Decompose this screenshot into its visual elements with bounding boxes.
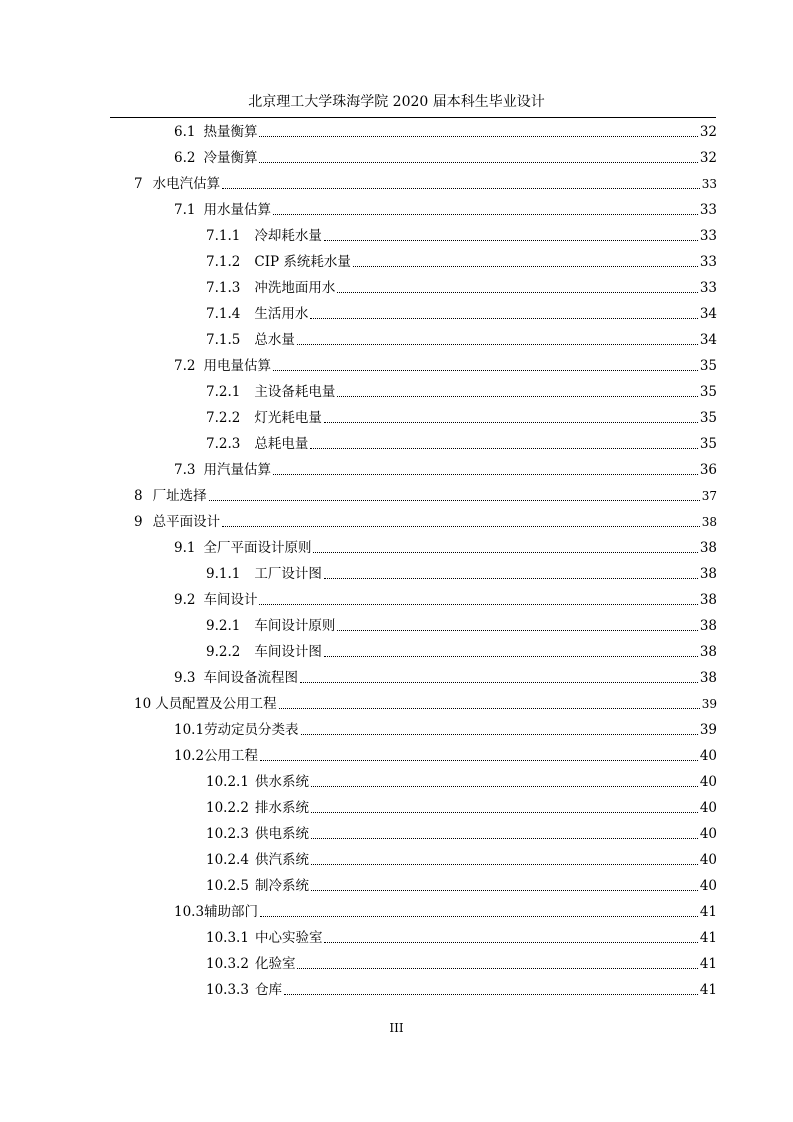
toc-entry[interactable] bbox=[134, 694, 717, 714]
toc-dot-leader bbox=[324, 239, 698, 241]
toc-dot-leader bbox=[324, 421, 698, 423]
toc-dot-leader bbox=[324, 655, 698, 657]
toc-dot-leader bbox=[273, 473, 698, 475]
toc-entry-number: 10.2 bbox=[174, 748, 205, 764]
toc-entry-page: 41 bbox=[699, 982, 717, 998]
toc-entry-label: 车间设计原则 bbox=[254, 618, 336, 634]
toc-entry[interactable] bbox=[134, 174, 717, 194]
toc-entry-label: 中心实验室 bbox=[254, 930, 323, 946]
toc-dot-leader bbox=[222, 187, 700, 189]
toc-entry[interactable] bbox=[134, 486, 717, 506]
toc-dot-leader bbox=[209, 499, 700, 501]
toc-entry-page: 37 bbox=[701, 489, 717, 503]
toc-dot-leader bbox=[300, 681, 698, 683]
toc-entry-number: 9 bbox=[134, 514, 143, 530]
toc-entry-label: 全厂平面设计原则 bbox=[203, 540, 312, 556]
toc-entry-number: 8 bbox=[134, 488, 143, 504]
toc-entry-number: 10.3.1 bbox=[206, 930, 249, 946]
toc-entry[interactable] bbox=[174, 720, 717, 740]
toc-entry[interactable] bbox=[174, 356, 717, 376]
toc-dot-leader bbox=[310, 317, 697, 319]
toc-entry[interactable] bbox=[206, 564, 717, 584]
toc-dot-leader bbox=[273, 213, 698, 215]
toc-entry-page: 40 bbox=[699, 878, 717, 894]
toc-dot-leader bbox=[297, 967, 697, 969]
toc-entry[interactable] bbox=[206, 980, 717, 1000]
toc-entry-number: 10.3.3 bbox=[206, 982, 249, 998]
toc-entry-page: 38 bbox=[699, 644, 717, 660]
toc-dot-leader bbox=[311, 811, 698, 813]
toc-entry-number: 9.3 bbox=[174, 670, 196, 686]
toc-entry-page: 35 bbox=[699, 410, 717, 426]
toc-entry[interactable] bbox=[206, 226, 717, 246]
toc-dot-leader bbox=[284, 993, 698, 995]
toc-dot-leader bbox=[311, 837, 698, 839]
footer-page-number: III bbox=[389, 1021, 404, 1035]
toc-entry-label: 水电汽估算 bbox=[152, 176, 221, 192]
toc-entry-number: 10.2.1 bbox=[206, 774, 249, 790]
toc-entry[interactable] bbox=[206, 408, 717, 428]
toc-entry-number: 7.2 bbox=[174, 358, 196, 374]
running-header-title: 北京理工大学珠海学院 2020 届本科生毕业设计 bbox=[248, 94, 545, 110]
toc-entry-label: 辅助部门 bbox=[204, 904, 259, 920]
toc-entry-page: 35 bbox=[699, 384, 717, 400]
toc-entry-label: 热量衡算 bbox=[203, 124, 258, 140]
toc-entry[interactable] bbox=[174, 122, 717, 142]
toc-dot-leader bbox=[324, 577, 698, 579]
toc-dot-leader bbox=[337, 291, 697, 293]
toc-entry[interactable] bbox=[206, 278, 717, 298]
toc-entry-number: 10 bbox=[134, 696, 152, 712]
toc-entry-number: 7.1.2 bbox=[206, 254, 241, 270]
toc-entry[interactable] bbox=[206, 928, 717, 948]
toc-entry-page: 38 bbox=[699, 618, 717, 634]
toc-dot-leader bbox=[310, 447, 697, 449]
toc-entry[interactable] bbox=[206, 876, 717, 896]
toc-entry-page: 40 bbox=[699, 774, 717, 790]
toc-entry-page: 35 bbox=[699, 358, 717, 374]
toc-entry-number: 10.2.4 bbox=[206, 852, 249, 868]
toc-entry-label: 用水量估算 bbox=[203, 202, 271, 218]
toc-dot-leader bbox=[301, 733, 698, 735]
toc-entry-number: 9.2 bbox=[174, 592, 196, 608]
toc-entry-page: 40 bbox=[699, 826, 717, 842]
toc-entry-page: 36 bbox=[699, 462, 717, 478]
toc-dot-leader bbox=[259, 161, 697, 163]
toc-dot-leader bbox=[259, 603, 697, 605]
toc-entry-number: 7.1.5 bbox=[206, 332, 241, 348]
toc-entry-number: 7.2.1 bbox=[206, 384, 241, 400]
toc-entry[interactable] bbox=[206, 954, 717, 974]
toc-dot-leader bbox=[337, 395, 697, 397]
toc-entry-page: 33 bbox=[699, 254, 717, 270]
toc-entry[interactable] bbox=[174, 200, 717, 220]
toc-entry-label: CIP 系统耗水量 bbox=[254, 254, 351, 270]
toc-entry[interactable] bbox=[174, 460, 717, 480]
toc-entry-number: 10.1 bbox=[174, 722, 205, 738]
toc-entry-page: 38 bbox=[699, 540, 717, 556]
toc-entry-page: 38 bbox=[699, 592, 717, 608]
toc-entry-label: 灯光耗电量 bbox=[254, 410, 322, 426]
toc-entry[interactable] bbox=[206, 434, 717, 454]
toc-dot-leader bbox=[337, 629, 697, 631]
toc-dot-leader bbox=[324, 941, 697, 943]
toc-entry-label: 用电量估算 bbox=[203, 358, 271, 374]
toc-entry-label: 冷量衡算 bbox=[203, 150, 258, 166]
toc-entry-page: 33 bbox=[699, 202, 717, 218]
toc-entry-label: 车间设计图 bbox=[254, 644, 322, 660]
toc-entry-label: 排水系统 bbox=[254, 800, 309, 816]
toc-entry-number: 10.2.3 bbox=[206, 826, 249, 842]
toc-entry-page: 38 bbox=[701, 515, 717, 529]
toc-entry-page: 35 bbox=[699, 436, 717, 452]
toc-entry-number: 7.2.2 bbox=[206, 410, 241, 426]
toc-entry-number: 7.1.4 bbox=[206, 306, 241, 322]
toc-entry-number: 10.3.2 bbox=[206, 956, 249, 972]
toc-entry[interactable] bbox=[206, 850, 717, 870]
toc-entry[interactable] bbox=[206, 642, 717, 662]
toc-entry[interactable] bbox=[206, 330, 717, 350]
toc-entry[interactable] bbox=[206, 616, 717, 636]
toc-entry-page: 38 bbox=[699, 566, 717, 582]
toc-entry-label: 供汽系统 bbox=[254, 852, 309, 868]
toc-entry[interactable] bbox=[206, 798, 717, 818]
toc-entry-label: 车间设计 bbox=[203, 592, 258, 608]
toc-entry-label: 冲洗地面用水 bbox=[254, 280, 336, 296]
toc-entry-page: 34 bbox=[699, 332, 717, 348]
toc-entry-page: 33 bbox=[699, 228, 717, 244]
toc-entry-number: 6.2 bbox=[174, 150, 196, 166]
toc-dot-leader bbox=[311, 863, 698, 865]
toc-entry-number: 7.2.3 bbox=[206, 436, 241, 452]
toc-entry-label: 供水系统 bbox=[254, 774, 309, 790]
toc-entry-number: 10.2.5 bbox=[206, 878, 249, 894]
toc-entry-page: 39 bbox=[701, 697, 717, 711]
toc-entry-page: 40 bbox=[699, 800, 717, 816]
toc-entry[interactable] bbox=[206, 252, 717, 272]
toc-dot-leader bbox=[259, 135, 697, 137]
toc-entry-label: 人员配置及公用工程 bbox=[155, 696, 277, 712]
toc-dot-leader bbox=[297, 343, 698, 345]
toc-entry-number: 7.1.3 bbox=[206, 280, 241, 296]
toc-entry-number: 9.2.1 bbox=[206, 618, 241, 634]
toc-entry[interactable] bbox=[206, 824, 717, 844]
toc-entry-label: 厂址选择 bbox=[152, 488, 207, 504]
toc-entry[interactable] bbox=[174, 668, 717, 688]
toc-entry-number: 7.1.1 bbox=[206, 228, 241, 244]
toc-entry-number: 7.3 bbox=[174, 462, 196, 478]
toc-entry-number: 10.3 bbox=[174, 904, 205, 920]
toc-entry-page: 38 bbox=[699, 670, 717, 686]
toc-entry-page: 40 bbox=[699, 748, 717, 764]
toc-entry-page: 32 bbox=[699, 124, 717, 140]
toc-entry-label: 劳动定员分类表 bbox=[204, 722, 299, 738]
toc-entry-page: 41 bbox=[699, 956, 717, 972]
toc-entry-label: 车间设备流程图 bbox=[203, 670, 298, 686]
toc-dot-leader bbox=[353, 265, 698, 267]
toc-entry-page: 34 bbox=[699, 306, 717, 322]
toc-entry-number: 9.1 bbox=[174, 540, 196, 556]
toc-entry-page: 33 bbox=[701, 177, 717, 191]
toc-entry-page: 32 bbox=[699, 150, 717, 166]
toc-entry-number: 7.1 bbox=[174, 202, 196, 218]
toc-dot-leader bbox=[313, 551, 697, 553]
toc-entry[interactable] bbox=[206, 304, 717, 324]
toc-entry-label: 冷却耗水量 bbox=[254, 228, 322, 244]
toc-dot-leader bbox=[311, 785, 698, 787]
toc-entry-label: 制冷系统 bbox=[254, 878, 309, 894]
toc-entry[interactable] bbox=[174, 590, 717, 610]
toc-dot-leader bbox=[273, 369, 698, 371]
toc-entry-number: 7 bbox=[134, 176, 143, 192]
toc-entry-label: 供电系统 bbox=[254, 826, 309, 842]
toc-entry-page: 41 bbox=[699, 930, 717, 946]
toc-entry-label: 总平面设计 bbox=[152, 514, 221, 530]
toc-entry-label: 主设备耗电量 bbox=[254, 384, 336, 400]
toc-entry-label: 用汽量估算 bbox=[203, 462, 271, 478]
toc-entry-label: 总耗电量 bbox=[254, 436, 309, 452]
toc-entry-page: 39 bbox=[699, 722, 717, 738]
toc-entry[interactable] bbox=[134, 512, 717, 532]
toc-entry[interactable] bbox=[174, 148, 717, 168]
toc-entry-page: 40 bbox=[699, 852, 717, 868]
toc-entry-label: 仓库 bbox=[254, 982, 282, 998]
toc-entry[interactable] bbox=[174, 746, 717, 766]
toc-dot-leader bbox=[260, 759, 698, 761]
toc-entry[interactable] bbox=[206, 772, 717, 792]
toc-entry-label: 工厂设计图 bbox=[254, 566, 322, 582]
toc-entry-number: 9.1.1 bbox=[206, 566, 241, 582]
toc-entry-number: 9.2.2 bbox=[206, 644, 241, 660]
toc-entry-number: 10.2.2 bbox=[206, 800, 249, 816]
toc-dot-leader bbox=[311, 889, 698, 891]
toc-entry-label: 公用工程 bbox=[204, 748, 259, 764]
toc-dot-leader bbox=[279, 707, 700, 709]
toc-entry-page: 41 bbox=[699, 904, 717, 920]
toc-entry-label: 生活用水 bbox=[254, 306, 309, 322]
toc-dot-leader bbox=[222, 525, 700, 527]
toc-entry[interactable] bbox=[206, 382, 717, 402]
toc-entry-label: 总水量 bbox=[254, 332, 295, 348]
toc-entry[interactable] bbox=[174, 902, 717, 922]
toc-entry[interactable] bbox=[174, 538, 717, 558]
toc-entry-number: 6.1 bbox=[174, 124, 196, 140]
header-divider bbox=[110, 117, 716, 118]
toc-entry-page: 33 bbox=[699, 280, 717, 296]
toc-entry-label: 化验室 bbox=[254, 956, 296, 972]
toc-dot-leader bbox=[260, 915, 698, 917]
